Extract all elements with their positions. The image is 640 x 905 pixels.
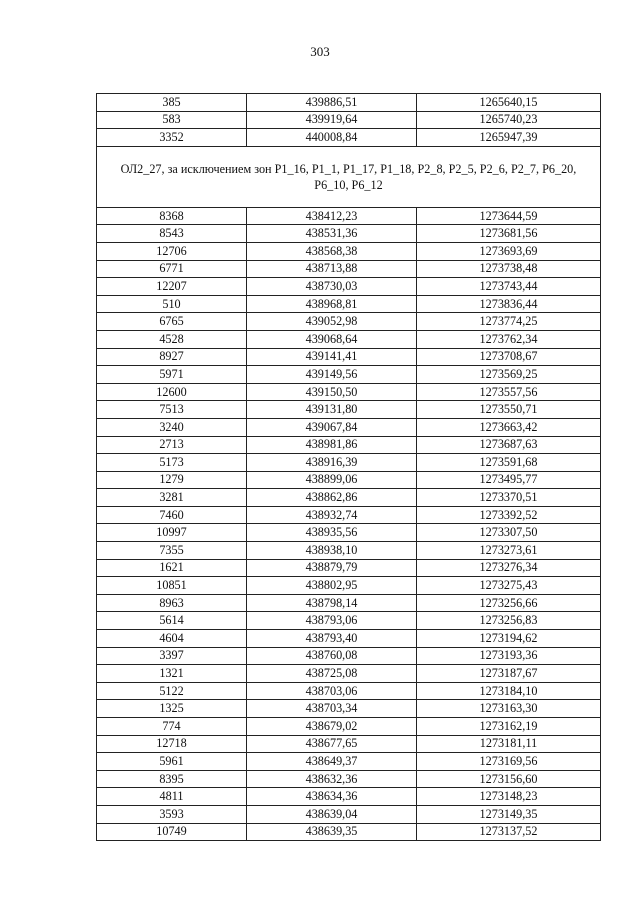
x-coordinate-cell: 438632,36 xyxy=(247,770,417,788)
x-coordinate-cell: 438703,06 xyxy=(247,682,417,700)
y-coordinate-cell: 1273187,67 xyxy=(417,665,601,683)
point-number-cell: 510 xyxy=(97,295,247,313)
table-row xyxy=(97,401,601,419)
y-coordinate-cell: 1273149,35 xyxy=(417,805,601,823)
table-row xyxy=(97,418,601,436)
point-number-cell: 12706 xyxy=(97,242,247,260)
table-row xyxy=(97,454,601,472)
table-row xyxy=(97,770,601,788)
point-number-cell: 4604 xyxy=(97,630,247,648)
table-row xyxy=(97,278,601,296)
point-number-cell: 8927 xyxy=(97,348,247,366)
table-row xyxy=(97,647,601,665)
table-row xyxy=(97,94,601,112)
y-coordinate-cell: 1273738,48 xyxy=(417,260,601,278)
page-number: 303 xyxy=(310,44,330,59)
x-coordinate-cell: 438932,74 xyxy=(247,506,417,524)
x-coordinate-cell: 438730,03 xyxy=(247,278,417,296)
table-row xyxy=(97,506,601,524)
y-coordinate-cell: 1273162,19 xyxy=(417,718,601,736)
table-row xyxy=(97,207,601,225)
y-coordinate-cell: 1273774,25 xyxy=(417,313,601,331)
x-coordinate-cell: 438412,23 xyxy=(247,207,417,225)
x-coordinate-cell: 438760,08 xyxy=(247,647,417,665)
y-coordinate-cell: 1273681,56 xyxy=(417,225,601,243)
table-row xyxy=(97,260,601,278)
table-row xyxy=(97,718,601,736)
x-coordinate-cell: 438568,38 xyxy=(247,242,417,260)
y-coordinate-cell: 1273693,69 xyxy=(417,242,601,260)
x-coordinate-cell: 439131,80 xyxy=(247,401,417,419)
point-number-cell: 12718 xyxy=(97,735,247,753)
coordinates-table xyxy=(96,93,601,841)
point-number-cell: 1325 xyxy=(97,700,247,718)
point-number-cell: 3593 xyxy=(97,805,247,823)
x-coordinate-cell: 438938,10 xyxy=(247,542,417,560)
x-coordinate-cell: 438649,37 xyxy=(247,753,417,771)
y-coordinate-cell: 1273276,34 xyxy=(417,559,601,577)
y-coordinate-cell: 1273569,25 xyxy=(417,366,601,384)
point-number-cell: 3281 xyxy=(97,489,247,507)
point-number-cell: 8963 xyxy=(97,594,247,612)
table-row xyxy=(97,735,601,753)
table-row xyxy=(97,559,601,577)
point-number-cell: 10997 xyxy=(97,524,247,542)
table-row xyxy=(97,330,601,348)
y-coordinate-cell: 1273169,56 xyxy=(417,753,601,771)
point-number-cell: 8368 xyxy=(97,207,247,225)
x-coordinate-cell: 439068,64 xyxy=(247,330,417,348)
x-coordinate-cell: 438677,65 xyxy=(247,735,417,753)
table-row xyxy=(97,436,601,454)
x-coordinate-cell: 439067,84 xyxy=(247,418,417,436)
point-number-cell: 12207 xyxy=(97,278,247,296)
y-coordinate-cell: 1273307,50 xyxy=(417,524,601,542)
x-coordinate-cell: 438981,86 xyxy=(247,436,417,454)
point-number-cell: 385 xyxy=(97,94,247,112)
coordinates-table-body xyxy=(97,94,601,841)
y-coordinate-cell: 1273687,63 xyxy=(417,436,601,454)
x-coordinate-cell: 438634,36 xyxy=(247,788,417,806)
y-coordinate-cell: 1273743,44 xyxy=(417,278,601,296)
table-row xyxy=(97,665,601,683)
table-row xyxy=(97,111,601,129)
table-row xyxy=(97,823,601,841)
table-row xyxy=(97,524,601,542)
x-coordinate-cell: 438703,34 xyxy=(247,700,417,718)
point-number-cell: 5961 xyxy=(97,753,247,771)
point-number-cell: 8395 xyxy=(97,770,247,788)
point-number-cell: 5173 xyxy=(97,454,247,472)
y-coordinate-cell: 1273550,71 xyxy=(417,401,601,419)
y-coordinate-cell: 1273137,52 xyxy=(417,823,601,841)
x-coordinate-cell: 439919,64 xyxy=(247,111,417,129)
point-number-cell: 10749 xyxy=(97,823,247,841)
y-coordinate-cell: 1273591,68 xyxy=(417,454,601,472)
point-number-cell: 5614 xyxy=(97,612,247,630)
table-row xyxy=(97,788,601,806)
y-coordinate-cell: 1273273,61 xyxy=(417,542,601,560)
table-row xyxy=(97,295,601,313)
y-coordinate-cell: 1273275,43 xyxy=(417,577,601,595)
table-row xyxy=(97,471,601,489)
x-coordinate-cell: 438935,56 xyxy=(247,524,417,542)
table-row xyxy=(97,612,601,630)
y-coordinate-cell: 1273644,59 xyxy=(417,207,601,225)
table-row xyxy=(97,366,601,384)
point-number-cell: 3240 xyxy=(97,418,247,436)
point-number-cell: 6765 xyxy=(97,313,247,331)
point-number-cell: 4528 xyxy=(97,330,247,348)
y-coordinate-cell: 1273495,77 xyxy=(417,471,601,489)
table-row xyxy=(97,348,601,366)
x-coordinate-cell: 438879,79 xyxy=(247,559,417,577)
x-coordinate-cell: 438802,95 xyxy=(247,577,417,595)
table-row xyxy=(97,542,601,560)
point-number-cell: 5122 xyxy=(97,682,247,700)
x-coordinate-cell: 438725,08 xyxy=(247,665,417,683)
y-coordinate-cell: 1265740,23 xyxy=(417,111,601,129)
y-coordinate-cell: 1273156,60 xyxy=(417,770,601,788)
y-coordinate-cell: 1273663,42 xyxy=(417,418,601,436)
x-coordinate-cell: 438968,81 xyxy=(247,295,417,313)
point-number-cell: 1321 xyxy=(97,665,247,683)
table-row xyxy=(97,630,601,648)
table-row xyxy=(97,383,601,401)
point-number-cell: 4811 xyxy=(97,788,247,806)
y-coordinate-cell: 1273163,30 xyxy=(417,700,601,718)
table-row xyxy=(97,577,601,595)
point-number-cell: 6771 xyxy=(97,260,247,278)
x-coordinate-cell: 439886,51 xyxy=(247,94,417,112)
y-coordinate-cell: 1273557,56 xyxy=(417,383,601,401)
point-number-cell: 8543 xyxy=(97,225,247,243)
x-coordinate-cell: 438531,36 xyxy=(247,225,417,243)
y-coordinate-cell: 1273256,83 xyxy=(417,612,601,630)
y-coordinate-cell: 1273762,34 xyxy=(417,330,601,348)
point-number-cell: 3397 xyxy=(97,647,247,665)
x-coordinate-cell: 438798,14 xyxy=(247,594,417,612)
x-coordinate-cell: 438899,06 xyxy=(247,471,417,489)
point-number-cell: 2713 xyxy=(97,436,247,454)
y-coordinate-cell: 1273256,66 xyxy=(417,594,601,612)
y-coordinate-cell: 1273708,67 xyxy=(417,348,601,366)
table-row xyxy=(97,753,601,771)
table-row xyxy=(97,225,601,243)
x-coordinate-cell: 438793,06 xyxy=(247,612,417,630)
x-coordinate-cell: 438862,86 xyxy=(247,489,417,507)
x-coordinate-cell: 438639,04 xyxy=(247,805,417,823)
x-coordinate-cell: 439149,56 xyxy=(247,366,417,384)
table-row xyxy=(97,594,601,612)
y-coordinate-cell: 1273148,23 xyxy=(417,788,601,806)
point-number-cell: 1621 xyxy=(97,559,247,577)
point-number-cell: 12600 xyxy=(97,383,247,401)
table-row xyxy=(97,700,601,718)
point-number-cell: 774 xyxy=(97,718,247,736)
point-number-cell: 3352 xyxy=(97,129,247,147)
y-coordinate-cell: 1273370,51 xyxy=(417,489,601,507)
table-row xyxy=(97,313,601,331)
point-number-cell: 583 xyxy=(97,111,247,129)
x-coordinate-cell: 439141,41 xyxy=(247,348,417,366)
table-row xyxy=(97,682,601,700)
y-coordinate-cell: 1273193,36 xyxy=(417,647,601,665)
table-row xyxy=(97,242,601,260)
x-coordinate-cell: 439052,98 xyxy=(247,313,417,331)
section-title: ОЛ2_27, за исключением зон Р1_16, Р1_1, Р1_17, Р1_18, Р2_8, Р2_5, Р2_6, Р2_7, Р6_20, Р6_10, Р6_12 xyxy=(97,146,601,207)
y-coordinate-cell: 1273184,10 xyxy=(417,682,601,700)
table-row xyxy=(97,129,601,147)
x-coordinate-cell: 438639,35 xyxy=(247,823,417,841)
x-coordinate-cell: 438793,40 xyxy=(247,630,417,648)
point-number-cell: 5971 xyxy=(97,366,247,384)
x-coordinate-cell: 438713,88 xyxy=(247,260,417,278)
y-coordinate-cell: 1273194,62 xyxy=(417,630,601,648)
y-coordinate-cell: 1273181,11 xyxy=(417,735,601,753)
point-number-cell: 1279 xyxy=(97,471,247,489)
table-row xyxy=(97,805,601,823)
y-coordinate-cell: 1265947,39 xyxy=(417,129,601,147)
point-number-cell: 10851 xyxy=(97,577,247,595)
y-coordinate-cell: 1265640,15 xyxy=(417,94,601,112)
y-coordinate-cell: 1273836,44 xyxy=(417,295,601,313)
section-row xyxy=(97,146,601,207)
point-number-cell: 7355 xyxy=(97,542,247,560)
x-coordinate-cell: 440008,84 xyxy=(247,129,417,147)
y-coordinate-cell: 1273392,52 xyxy=(417,506,601,524)
x-coordinate-cell: 439150,50 xyxy=(247,383,417,401)
point-number-cell: 7460 xyxy=(97,506,247,524)
table-row xyxy=(97,489,601,507)
x-coordinate-cell: 438679,02 xyxy=(247,718,417,736)
x-coordinate-cell: 438916,39 xyxy=(247,454,417,472)
point-number-cell: 7513 xyxy=(97,401,247,419)
